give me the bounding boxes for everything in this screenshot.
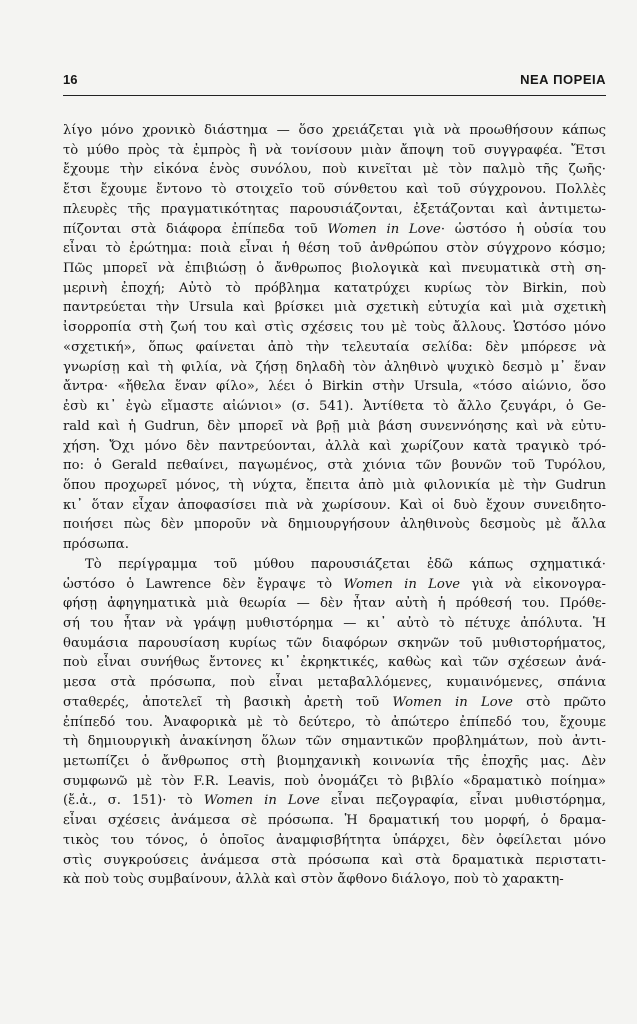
text-line: πίζονται στὰ διάφορα ἐπίπεδα τοῦ Women in Love· ὡστόσο ἡ οὐσία του bbox=[63, 221, 606, 237]
page-header bbox=[63, 72, 606, 90]
running-head: ΝΕΑ ΠΟΡΕΙΑ bbox=[520, 72, 606, 87]
text-line: Τὸ περίγραμμα τοῦ μύθου παρουσιάζεται ἐδῶ κάπως σχηματικά· bbox=[85, 556, 606, 572]
text-line: ποιήσει πὼς δὲν μποροῦν νὰ δημιουργήσουν ἀληθινοὺς δεσμοὺς μὲ ἄλλα bbox=[63, 517, 606, 533]
text-line: εἶναι τὸ ἐρώτημα: ποιὰ εἶναι ἡ θέση τοῦ ἀνθρώπου στὸν σύγχρονο κόσμο; bbox=[63, 241, 606, 257]
text-line: εἶναι σχέσεις ἀνάμεσα σὲ πρόσωπα. Ἡ δραματική του μορφή, ὁ δραμα- bbox=[63, 813, 606, 829]
text-line: ὅπου προχωρεῖ μόνος, τὴ νύχτα, ἔπειτα ἀπὸ μιὰ φιλονικία μὲ τὴν Gudrun bbox=[63, 477, 606, 493]
text-line: κι᾽ ὅταν εἶχαν ἀποφασίσει πιὰ νὰ χωρίσουν. Καὶ οἱ δυὸ ἔχουν συνειδητο- bbox=[63, 497, 606, 513]
text-line: ἐσὺ κι᾽ ἐγὼ εἴμαστε αἰώνιοι» (σ. 541). Ἀντίθετα τὸ ἄλλο ζευγάρι, ὁ Ge- bbox=[63, 399, 606, 415]
text-line: ἔχουμε τὴν εἰκόνα ἑνὸς συνόλου, ποὺ κινεῖται μὲ τὸν παλμὸ τῆς ζωῆς· bbox=[63, 162, 606, 178]
paragraph bbox=[63, 121, 606, 555]
text-line: ὡστόσο ὁ Lawrence δὲν ἔγραψε τὸ Women in Love γιὰ νὰ εἰκονογρα- bbox=[63, 576, 606, 592]
header-rule bbox=[63, 95, 606, 96]
text-line: τὸ μύθο πρὸς τὰ ἐμπρὸς ἢ νὰ τονίσουν μιὰν ἄποψη τοῦ συγγραφέα. Ἔτσι bbox=[63, 142, 606, 158]
text-line: λίγο μόνο χρονικὸ διάστημα — ὅσο χρειάζεται γιὰ νὰ προωθήσουν κάπως bbox=[63, 123, 606, 138]
text-line: πρόσωπα. bbox=[63, 537, 129, 553]
text-line: ἄντρα· «ἤθελα ἕναν φίλο», λέει ὁ Birkin στὴν Ursula, «τόσο αἰώνιο, ὅσο bbox=[63, 379, 606, 395]
text-line: παντρεύεται τὴν Ursula καὶ βρίσκει μιὰ σχετικὴ εὐτυχία καὶ μιὰ σχετικὴ bbox=[63, 300, 606, 316]
text-line: μετωπίζει ὁ ἄνθρωπος στὴ βιομηχανικὴ κοινωνία τῆς ἐποχῆς μας. Δὲν bbox=[63, 754, 606, 769]
text-line: πο: ὁ Gerald πεθαίνει, παγωμένος, στὰ χιόνια τῶν βουνῶν τοῦ Τυρόλου, bbox=[63, 458, 606, 474]
text-line: τικὸς του τόνος, ὁ ὁποῖος ἀναμφισβήτητα ὑπάρχει, δὲν ὀφείλεται μόνο bbox=[63, 832, 606, 848]
text-line: Πῶς μπορεῖ νὰ ἐπιβιώσῃ ὁ ἄνθρωπος βιολογικὰ καὶ πνευματικὰ στὴ ση- bbox=[63, 261, 606, 277]
text-line: πλευρὲς τῆς πραγματικότητας παρουσιάζονται, ἐξετάζονται καὶ ἀντιμετω- bbox=[63, 201, 606, 217]
text-line: (ἔ.ἀ., σ. 151)· τὸ Women in Love εἶναι πεζογραφία, εἶναι μυθιστόρημα, bbox=[63, 793, 606, 809]
body-text bbox=[63, 121, 606, 890]
text-line: σή του ἦταν νὰ γράψῃ μυθιστόρημα — κι᾽ αὐτὸ τὸ πέτυχε ἀπόλυτα. Ἡ bbox=[63, 615, 606, 631]
text-line: ἔτσι ἔχουμε ἔντονο τὸ στοιχεῖο τοῦ σύνθετου καὶ τοῦ σύγχρονου. Πολλὲς bbox=[63, 182, 606, 198]
text-line: συμφωνῶ μὲ τὸν F.R. Leavis, ποὺ ὀνομάζει τὸ βιβλίο «δραματικὸ ποίημα» bbox=[63, 773, 606, 789]
text-line: ἐπίπεδό του. Ἀναφορικὰ μὲ τὸ δεύτερο, τὸ ἀπώτερο ἐπίπεδό του, ἔχουμε bbox=[63, 714, 606, 730]
text-line: χήση. Ὄχι μόνο δὲν παντρεύονται, ἀλλὰ καὶ χωρίζουν κατὰ τραγικὸ τρό- bbox=[63, 438, 606, 454]
paragraph bbox=[63, 555, 606, 890]
page-number: 16 bbox=[63, 72, 78, 87]
text-line: σταθερές, ἀποτελεῖ τὴ βασικὴ ἀρετὴ τοῦ Women in Love στὸ πρῶτο bbox=[63, 694, 606, 710]
text-line: στὶς συγκρούσεις ἀνάμεσα στὰ πρόσωπα καὶ στὰ δραματικὰ περιστατι- bbox=[63, 852, 606, 868]
text-line: κὰ ποὺ τοὺς συμβαίνουν, ἀλλὰ καὶ στὸν ἄφθονο διάλογο, ποὺ τὸ χαρακτη- bbox=[63, 872, 564, 888]
text-line: φήσῃ ἀφηγηματικὰ μιὰ θεωρία — δὲν ἦταν αὐτὴ ἡ πρόθεσή του. Πρόθε- bbox=[63, 596, 606, 612]
text-line: θαυμάσια παρουσίαση κυρίως τῶν διαφόρων σκηνῶν τοῦ μυθιστορήματος, bbox=[63, 635, 606, 651]
text-line: μερινὴ ἐποχή; Αὐτὸ τὸ πρόβλημα κατατρύχει κυρίως τὸν Birkin, ποὺ bbox=[63, 280, 606, 296]
text-line: ποὺ εἶναι συνήθως ἔντονες κι᾽ ἐκρηκτικές, καθὼς καὶ τῶν σχέσεων ἀνά- bbox=[63, 655, 606, 671]
text-line: «σχετική», ὅπως φαίνεται ἀπὸ τὴν τελευταία σελίδα: δὲν μπόρεσε νὰ bbox=[63, 339, 606, 355]
text-line: τὴ δημιουργικὴ ἀνακίνηση ὅλων τῶν σημαντικῶν προβλημάτων, ποὺ ἀντι- bbox=[63, 734, 606, 750]
text-line: γνωρίσῃ καὶ τὴ φιλία, νὰ ζήσῃ δηλαδὴ τὸν ἀληθινὸ ψυχικὸ δεσμὸ μ᾽ ἕναν bbox=[63, 359, 606, 375]
text-line: μεσα στὰ πρόσωπα, ποὺ εἶναι μεταβαλλόμενες, κυμαινόμενες, σπάνια bbox=[63, 675, 606, 691]
text-line: ἰσορροπία στὴ ζωή του καὶ στὶς σχέσεις του μὲ τοὺς ἄλλους. Ὡστόσο μόνο bbox=[63, 320, 606, 336]
text-line: rald καὶ ἡ Gudrun, δὲν μπορεῖ νὰ βρῇ μιὰ βάση συνεννόησης καὶ νὰ εὐτυ- bbox=[63, 418, 606, 434]
